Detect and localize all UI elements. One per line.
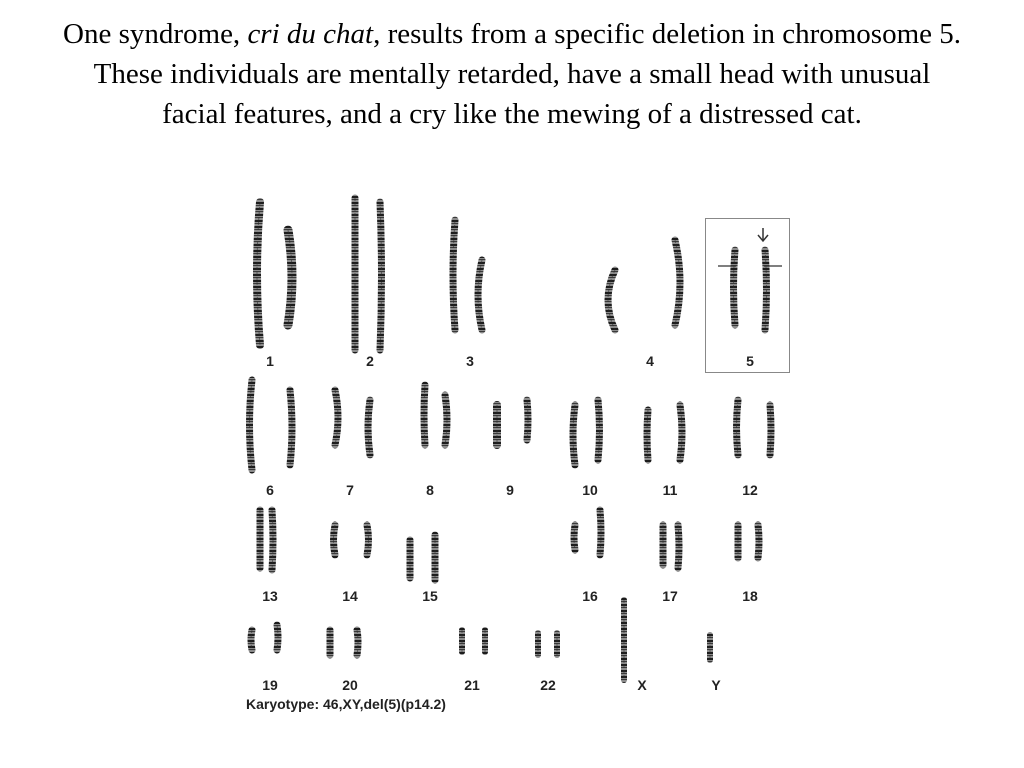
chromosome-label-10: 10 xyxy=(582,482,598,498)
chromosome-label-6: 6 xyxy=(266,482,274,498)
chromosome-label-20: 20 xyxy=(342,677,358,693)
caption-italic-term: cri du chat xyxy=(247,18,374,50)
deletion-arrow-icon xyxy=(758,228,768,241)
chromosome-label-5: 5 xyxy=(746,353,754,369)
chromosome-label-y: Y xyxy=(711,677,721,693)
chromosome-label-3: 3 xyxy=(466,353,474,369)
chromosome-label-15: 15 xyxy=(422,588,438,604)
chromosome-label-21: 21 xyxy=(464,677,480,693)
chromosome-label-17: 17 xyxy=(662,588,678,604)
chromosome-label-13: 13 xyxy=(262,588,278,604)
chromosome-label-9: 9 xyxy=(506,482,514,498)
karyotype-image xyxy=(230,190,810,720)
karyotype-label: Karyotype: 46,XY,del(5)(p14.2) xyxy=(246,696,446,712)
chromosome-label-1: 1 xyxy=(266,353,274,369)
chromosome-label-14: 14 xyxy=(342,588,358,604)
chromosome-label-12: 12 xyxy=(742,482,758,498)
chromosome-label-x: X xyxy=(637,677,647,693)
chromosome-label-18: 18 xyxy=(742,588,758,604)
chromosome-label-22: 22 xyxy=(540,677,556,693)
chromosome-label-7: 7 xyxy=(346,482,354,498)
chromosome-label-8: 8 xyxy=(426,482,434,498)
chromosome-label-11: 11 xyxy=(662,482,678,498)
slide-caption xyxy=(60,14,964,134)
chromosome-label-16: 16 xyxy=(582,588,598,604)
chromosome-label-4: 4 xyxy=(646,353,654,369)
caption-part-1: One syndrome, xyxy=(63,18,248,50)
caption-part-2: , results from a specific deletion in chromosome 5. These individuals are mentally retarded, have a small head with unusual facial features, and a cry like the mewing of a distressed cat. xyxy=(93,18,961,130)
chromosome-label-2: 2 xyxy=(366,353,374,369)
chromosome-shapes xyxy=(250,198,772,680)
chromosome-label-19: 19 xyxy=(262,677,278,693)
